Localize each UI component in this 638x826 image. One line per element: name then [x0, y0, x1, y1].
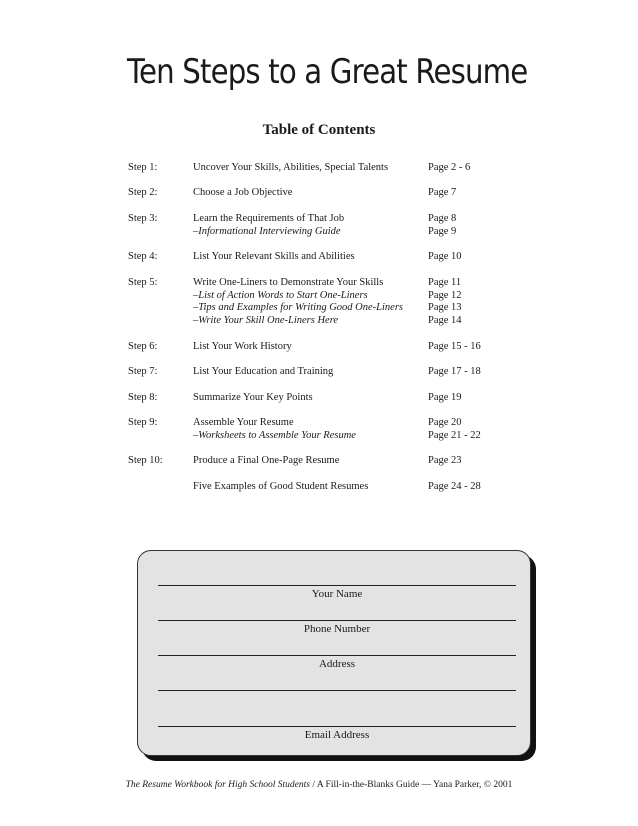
toc-row: [128, 277, 528, 290]
toc-topic: –List of Action Words to Start One-Liners: [193, 289, 368, 301]
name-line: [158, 585, 516, 586]
toc-step: Step 8:: [128, 391, 158, 403]
toc-topic: Choose a Job Objective: [193, 187, 293, 199]
toc-row: [128, 481, 528, 494]
toc-step: Step 7:: [128, 366, 158, 378]
email-label: Email Address: [304, 729, 370, 741]
toc-step: Step 10:: [128, 455, 163, 467]
toc-page: Page 2 - 6: [428, 162, 471, 173]
toc-page: Page 13: [428, 302, 462, 314]
toc-step: Step 5:: [128, 276, 158, 288]
toc-entry: [128, 366, 528, 379]
email-line: [158, 726, 516, 727]
toc-entry: [128, 417, 528, 443]
toc-page: Page 23: [428, 455, 462, 467]
name-field[interactable]: [158, 577, 516, 605]
toc-topic: Uncover Your Skills, Abilities, Special Talents: [193, 162, 389, 173]
toc-subrow: [128, 430, 528, 443]
toc-subrow: [128, 290, 528, 303]
toc-topic: Assemble Your Resume: [193, 417, 294, 429]
toc-page: Page 14: [428, 315, 462, 327]
address-line-2-field[interactable]: [158, 682, 516, 710]
toc-topic: Summarize Your Key Points: [193, 391, 313, 403]
footer-book-title: The Resume Workbook for High School Students: [125, 780, 310, 790]
toc-page: Page 24 - 28: [428, 480, 481, 492]
toc-entry: [128, 187, 528, 200]
toc-row: [128, 251, 528, 264]
toc-topic: –Informational Interviewing Guide: [193, 225, 341, 237]
toc-row: [128, 162, 528, 175]
toc-page: Page 19: [428, 391, 462, 403]
toc-topic: –Tips and Examples for Writing Good One-Liners: [193, 302, 404, 314]
toc-step: Step 2:: [128, 187, 158, 199]
phone-line: [158, 620, 516, 621]
toc-page: Page 20: [428, 417, 462, 429]
toc-page: Page 17 - 18: [428, 366, 481, 378]
email-field[interactable]: [158, 718, 516, 746]
toc-row: [128, 213, 528, 226]
toc-entry: [128, 341, 528, 354]
toc-page: Page 8: [428, 212, 457, 224]
footer-credit: / A Fill-in-the-Blanks Guide — Yana Parker, © 2001: [309, 780, 513, 790]
toc-page: Page 9: [428, 225, 457, 237]
toc-entry: [128, 277, 528, 328]
toc-row: [128, 392, 528, 405]
phone-label: Phone Number: [303, 623, 371, 635]
toc-page: Page 21 - 22: [428, 429, 481, 441]
toc-topic: List Your Relevant Skills and Abilities: [193, 251, 355, 263]
contact-card: [137, 550, 531, 756]
toc-topic: Learn the Requirements of That Job: [193, 212, 345, 224]
toc-subrow: [128, 315, 528, 328]
toc-subrow: [128, 226, 528, 239]
toc-topic: List Your Work History: [193, 340, 292, 352]
toc-topic: –Worksheets to Assemble Your Resume: [193, 429, 356, 441]
toc-entry: [128, 392, 528, 405]
toc-page: Page 10: [428, 251, 462, 263]
toc-step: Step 9:: [128, 417, 158, 429]
toc-entry: [128, 481, 528, 494]
toc-topic: –Write Your Skill One-Liners Here: [193, 315, 339, 327]
address-field[interactable]: [158, 647, 516, 675]
toc-subrow: [128, 302, 528, 315]
toc-entry: [128, 455, 528, 468]
address-line: [158, 655, 516, 656]
address-line-2: [158, 690, 516, 691]
toc-row: [128, 341, 528, 354]
toc-row: [128, 366, 528, 379]
phone-field[interactable]: [158, 612, 516, 640]
toc-page: Page 12: [428, 289, 462, 301]
toc-entry: [128, 162, 528, 175]
address-label: Address: [318, 658, 356, 670]
toc-page: Page 15 - 16: [428, 340, 481, 352]
toc-topic: List Your Education and Training: [193, 366, 334, 378]
page-footer: [0, 780, 638, 790]
toc-step: Step 4:: [128, 251, 158, 263]
table-of-contents: [128, 162, 528, 506]
toc-entry: [128, 213, 528, 239]
toc-step: Step 3:: [128, 212, 158, 224]
toc-row: [128, 455, 528, 468]
name-label: Your Name: [311, 588, 363, 600]
toc-topic: Write One-Liners to Demonstrate Your Skills: [193, 276, 384, 288]
page-title: Ten Steps to a Great Resume: [127, 52, 528, 92]
toc-heading: Table of Contents: [262, 122, 376, 138]
card-face: [137, 550, 531, 756]
toc-topic: Five Examples of Good Student Resumes: [193, 480, 369, 492]
toc-step: Step 1:: [128, 162, 158, 173]
toc-row: [128, 187, 528, 200]
toc-entry: [128, 251, 528, 264]
toc-row: [128, 417, 528, 430]
toc-step: Step 6:: [128, 340, 158, 352]
toc-topic: Produce a Final One-Page Resume: [193, 455, 340, 467]
toc-page: Page 11: [428, 276, 462, 288]
toc-page: Page 7: [428, 187, 457, 199]
